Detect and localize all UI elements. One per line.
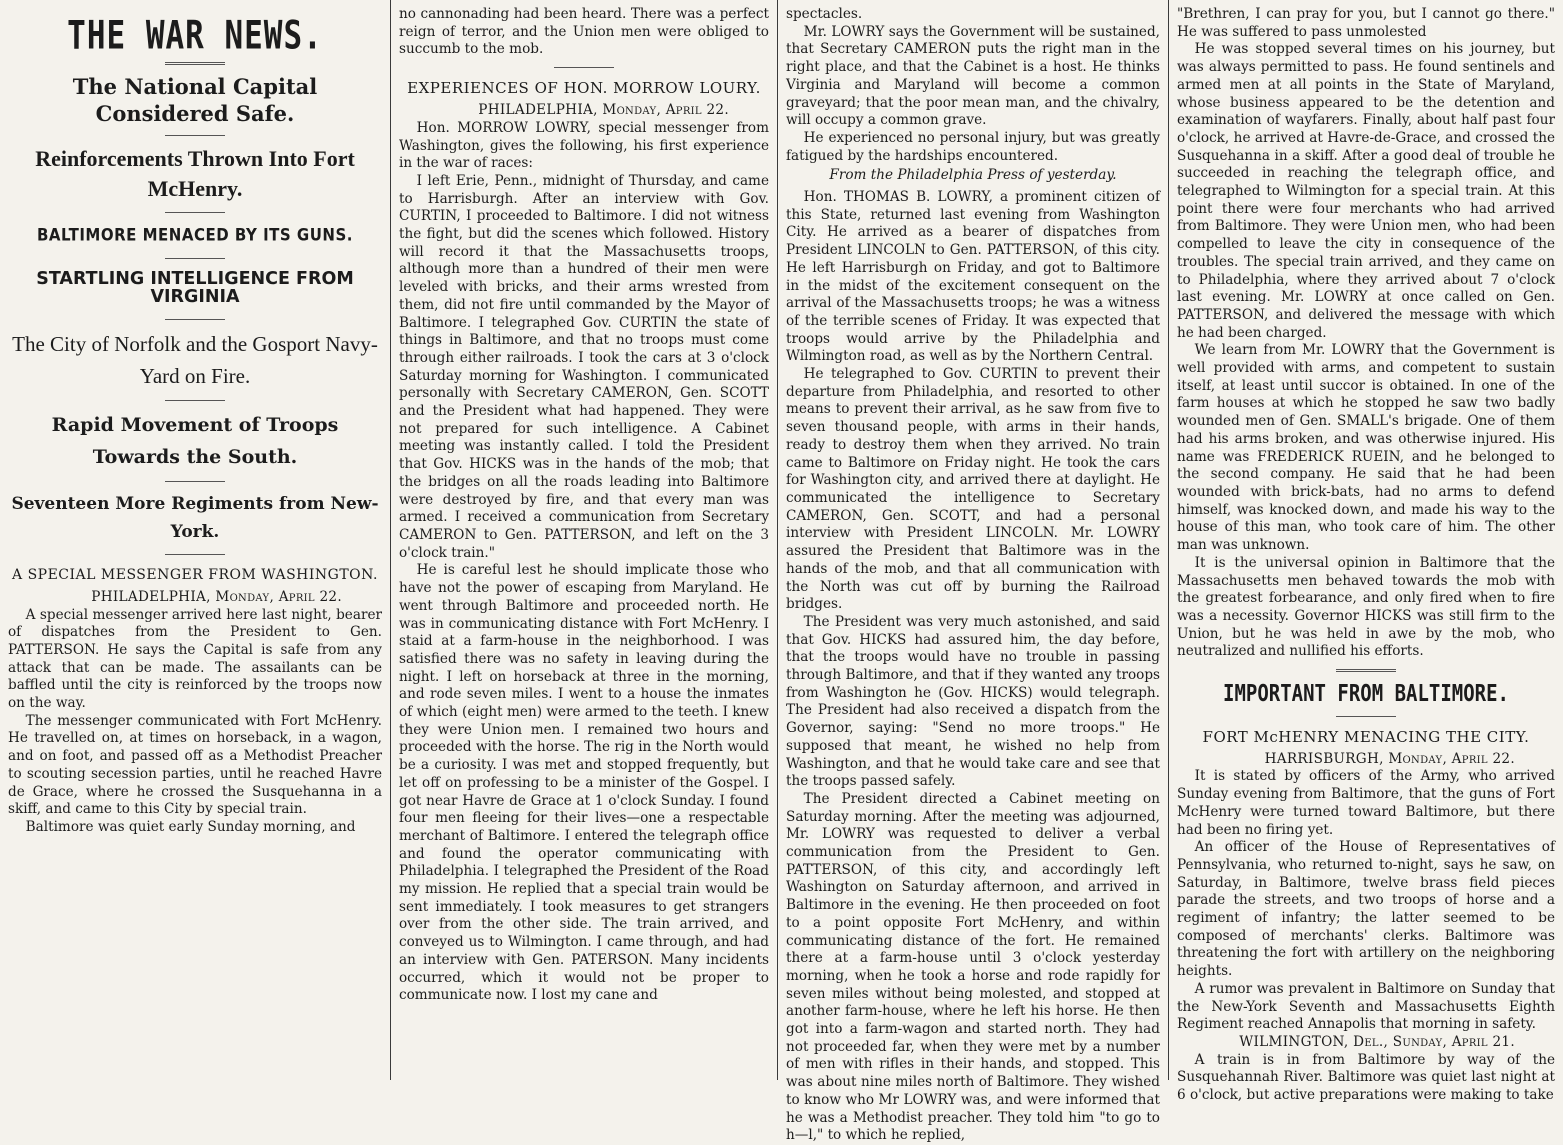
article-paragraph: The President was very much astonished, and said that Gov. HICKS had assured him, the day before, that the troops would have no trouble in passing through Baltimore, and that if they wanted any troops from Washington he (Gov. HICKS) would telegraph. The President had also received a dispatch from the Governor, saying: "Send no more troops." He supposed that meant, he wished no help from Washington, and that he would take care and see that the troops passed safely. [786,613,1160,790]
article-paragraph: It is stated by officers of the Army, who arrived Sunday evening from Baltimore, that the guns of Fort McHenry were turned toward Baltimore, but there had been no firing yet. [1177,768,1555,838]
article-paragraph: He is careful lest he should implicate those who have not the power of escaping from Maryland. He went through Baltimore and proceeded north. He was in communicating distance with Fort McHenry. I staid at a farm-house in the neighborhood. I was satisfied there was no safety in leaving during the night. I left on horseback at three in the morning, and rode seven miles. I went to a house the inmates of which (eight men) were armed to the teeth. I knew they were Union men. I remained two hours and proceeded with the horse. The rig in the North would be a curiosity. I was met and stopped frequently, but let off on professing to be a minister of the Gospel. I got near Havre de Grace at 1 o'clock Sunday. I found four men fleeing for their lives—one a respectable merchant of Baltimore. I entered the telegraph office and found the operator communicating with Philadelphia. I telegraphed the President of the Road my mission. He replied that a special train would be sent immediately. I took measures to get strangers over from the other side. The train arrived, and conveyed us to Wilmington. I came through, and had an interview with Gen. PATERSON. Many incidents occurred, which it would not be proper to communicate now. I lost my cane and [399,562,769,1004]
article-paragraph: The President directed a Cabinet meeting on Saturday morning. After the meeting was adjourned, Mr. LOWRY was requested to deliver a verbal communication from the President to Gen. PATTERSON, of this city, and accordingly left Washington on Saturday afternoon, and arrived in Baltimore in the evening. He then proceeded on foot to a point opposite Fort McHenry, and within communicating distance of the fort. He remained there at a farm-house until 3 o'clock yesterday morning, when he took a horse and rode rapidly for seven miles without being molested, and stopped at another farm-house, where he left his horse. He then got into a farm-wagon and started north. They had not proceeded far, when they were met by a number of men with rifles in their hands, and stopped. This was about nine miles north of Baltimore. They wished to know who Mr LOWRY was, and were informed that he was a Methodist preacher. They told him "to go to h—l," to which he replied, [786,790,1160,1144]
divider [165,62,225,65]
story-headline: IMPORTANT FROM BALTIMORE. [1223,680,1509,708]
divider [165,481,225,482]
dateline: WILMINGTON, Del., Sunday, April 21. [1239,1033,1515,1050]
article-paragraph: A special messenger arrived here last night, bearer of dispatches from the President to Gen. PATTERSON. He says the Capital is safe from any attack that can be made. The assailants can be baffled until the city is reinforced by the troops now on the way. [8,606,382,712]
source-credit: From the Philadelphia Press of yesterday. [829,167,1117,184]
story-headline: EXPERIENCES OF HON. MORROW LOURY. [407,79,761,98]
divider [165,319,225,320]
article-paragraph: "Brethren, I can pray for you, but I cannot go there." He was suffered to pass unmolested [1177,6,1555,40]
divider [1336,716,1396,717]
headline-deck-2: Reinforcements Thrown Into Fort McHenry. [35,145,355,201]
divider [165,554,225,555]
divider [554,67,614,68]
article-paragraph: He was stopped several times on his journey, but was always permitted to pass. He found sentinels and armed men at all points in the State of Maryland, whose business appeared to be the detention and examination of wayfarers. Finally, about half past four o'clock, he arrived at Havre-de-Grace, and crossed the Susquehanna in a skiff. After a good deal of trouble he succeeded in reaching the telegraph office, and telegraphed to Wilmington for a special train. At this point there were four merchants who had arrived from Baltimore. They were Union men, who had been compelled to leave the city in consequence of the troubles. The special train arrived, and they came on to Philadelphia, where they arrived about 7 o'clock last evening. Mr. LOWRY at once called on Gen. PATTERSON, and delivered the message with which he had been charged. [1177,41,1555,341]
divider [165,135,225,136]
column-3 [778,0,1168,1144]
article-paragraph: Hon. THOMAS B. LOWRY, a prominent citizen of this State, returned last evening from Washington City. He arrived as a bearer of dispatches from President LINCOLN to Gen. PATTERSON, of this city. He left Harrisburgh on Friday, and got to Baltimore in the midst of the excitement consequent on the arrival of the Massachusetts troops; he was a witness of the terrible scenes of Friday. It was expected that troops would arrive by the Philadelphia and Wilmington road, as well as by the Northern Central. [786,189,1160,365]
article-paragraph: Mr. LOWRY says the Government will be sustained, that Secretary CAMERON puts the right man in the right place, and that the Cabinet is a host. He thinks Virginia and Maryland will become a common graveyard; that the poor mean man, and the chivalry, will occupy a common grave. [786,23,1160,129]
article-paragraph: He telegraphed to Gov. CURTIN to prevent their departure from Philadelphia, and resorted to other means to prevent their arrival, as he saw from five to seven thousand people, with arms in their hands, ready to destroy them when they arrived. No train came to Baltimore on Friday night. He took the cars for Washington city, and arrived there at daylight. He communicated the intelligence to Secretary CAMERON, Gen. SCOTT, and had a personal interview with President LINCOLN. Mr. LOWRY assured the President that Baltimore was in the hands of the mob, and that all communication with the North was cut off by burning the Railroad bridges. [786,366,1160,613]
story-headline: A SPECIAL MESSENGER FROM WASHINGTON. [12,566,378,583]
column-1 [0,0,390,1080]
article-paragraph: We learn from Mr. LOWRY that the Government is well provided with arms, and competent to sustain itself, at least until succor is obtained. In one of the farm houses at which he stopped he saw two badly wounded men of Gen. SMALL's brigade. One of them had his arms broken, and was otherwise injured. His name was FREDERICK RUEIN, and he belonged to the second company. He said that he had been wounded with brick-bats, had no arms to defend himself, was knocked down, and made his way to the house of this man, who took care of him. The other man was unknown. [1177,342,1555,554]
article-paragraph: It is the universal opinion in Baltimore that the Massachusetts men behaved towards the mob with the greatest forbearance, and only fired when to fire was a necessity. Governor HICKS was still firm to the Union, but he was held in awe by the mob, who neutralized and nullified his efforts. [1177,554,1555,660]
column-2 [391,0,777,1080]
headline-deck-6: Rapid Movement of Troops Towards the South. [51,413,339,468]
headline-deck-1: The National Capital Considered Safe. [72,73,318,126]
article-paragraph: An officer of the House of Representatives of Pennsylvania, who returned to-night, says he saw, on Saturday, in Baltimore, twelve brass field pieces parade the streets, and two troops of horse and a regiment of infantry; the latter seemed to be composed of merchants' clerks. Baltimore was threatening the fort with artillery on the neighboring heights. [1177,839,1555,980]
headline-deck-4: STARTLING INTELLIGENCE FROM VIRGINIA [36,269,354,308]
article-paragraph: spectacles. [786,6,863,22]
headline-deck-3: BALTIMORE MENACED BY ITS GUNS. [37,224,353,245]
dateline: PHILADELPHIA, Monday, April 22. [478,102,729,119]
headline-deck-7: Seventeen More Regiments from New-York. [11,493,379,542]
divider [165,400,225,401]
article-paragraph: The messenger communicated with Fort McHenry. He travelled on, at times on horseback, in a wagon, and on foot, and passed off as a Methodist Preacher to scouting secession parties, until he reached Havre de Grace, where he crossed the Susquehanna in a skiff, and came to this City by special train. [8,712,382,818]
divider [1336,669,1396,672]
masthead-title: THE WAR NEWS. [67,13,323,59]
article-paragraph: Hon. MORROW LOWRY, special messenger from Washington, gives the following, his first experience in the war of races: [399,119,769,172]
column-4 [1169,0,1563,1104]
article-paragraph: A train is in from Baltimore by way of the Susquehannah River. Baltimore was quiet last night at 6 o'clock, but active preparations were making to take [1177,1051,1555,1104]
article-paragraph: no cannonading had been heard. There was a perfect reign of terror, and the Union men were obliged to succumb to the mob. [399,6,769,58]
article-paragraph: I left Erie, Penn., midnight of Thursday, and came to Harrisburgh. After an interview with Gov. CURTIN, I proceeded to Baltimore. I did not witness the fight, but did the scenes which followed. History will record it that the Massachusetts troops, although more than a hundred of their men were leveled with bricks, and their arms wrested from them, did not fire until commanded by the Mayor of Baltimore. I telegraphed Gov. CURTIN the state of things in Baltimore, and that no troops must come through either railroads. I took the cars at 3 o'clock Saturday morning for Washington. I communicated personally with Secretary CAMERON, Gen. SCOTT and the President what had happened. They were not prepared for such intelligence. A Cabinet meeting was instantly called. I told the President that Gov. HICKS was in the hands of the mob; that the bridges on all the roads leading into Baltimore were destroyed by fire, and that every man was armed. I received a communication from Secretary CAMERON to Gen. PATTERSON, and left on the 3 o'clock train." [399,172,769,561]
divider [165,258,225,259]
divider [165,212,225,213]
article-paragraph: Baltimore was quiet early Sunday morning, and [25,818,356,835]
dateline: HARRISBURGH, Monday, April 22. [1264,750,1515,767]
article-paragraph: A rumor was prevalent in Baltimore on Sunday that the New-York Seventh and Massachusetts Eighth Regiment reached Annapolis that morning in safety. [1177,980,1555,1033]
story-subheadline: FORT McHENRY MENACING THE CITY. [1202,727,1530,746]
dateline: PHILADELPHIA, Monday, April 22. [91,588,342,605]
article-paragraph: He experienced no personal injury, but was greatly fatigued by the hardships encountered. [786,129,1160,164]
headline-deck-5: The City of Norfolk and the Gosport Navy-Yard on Fire. [12,331,378,388]
